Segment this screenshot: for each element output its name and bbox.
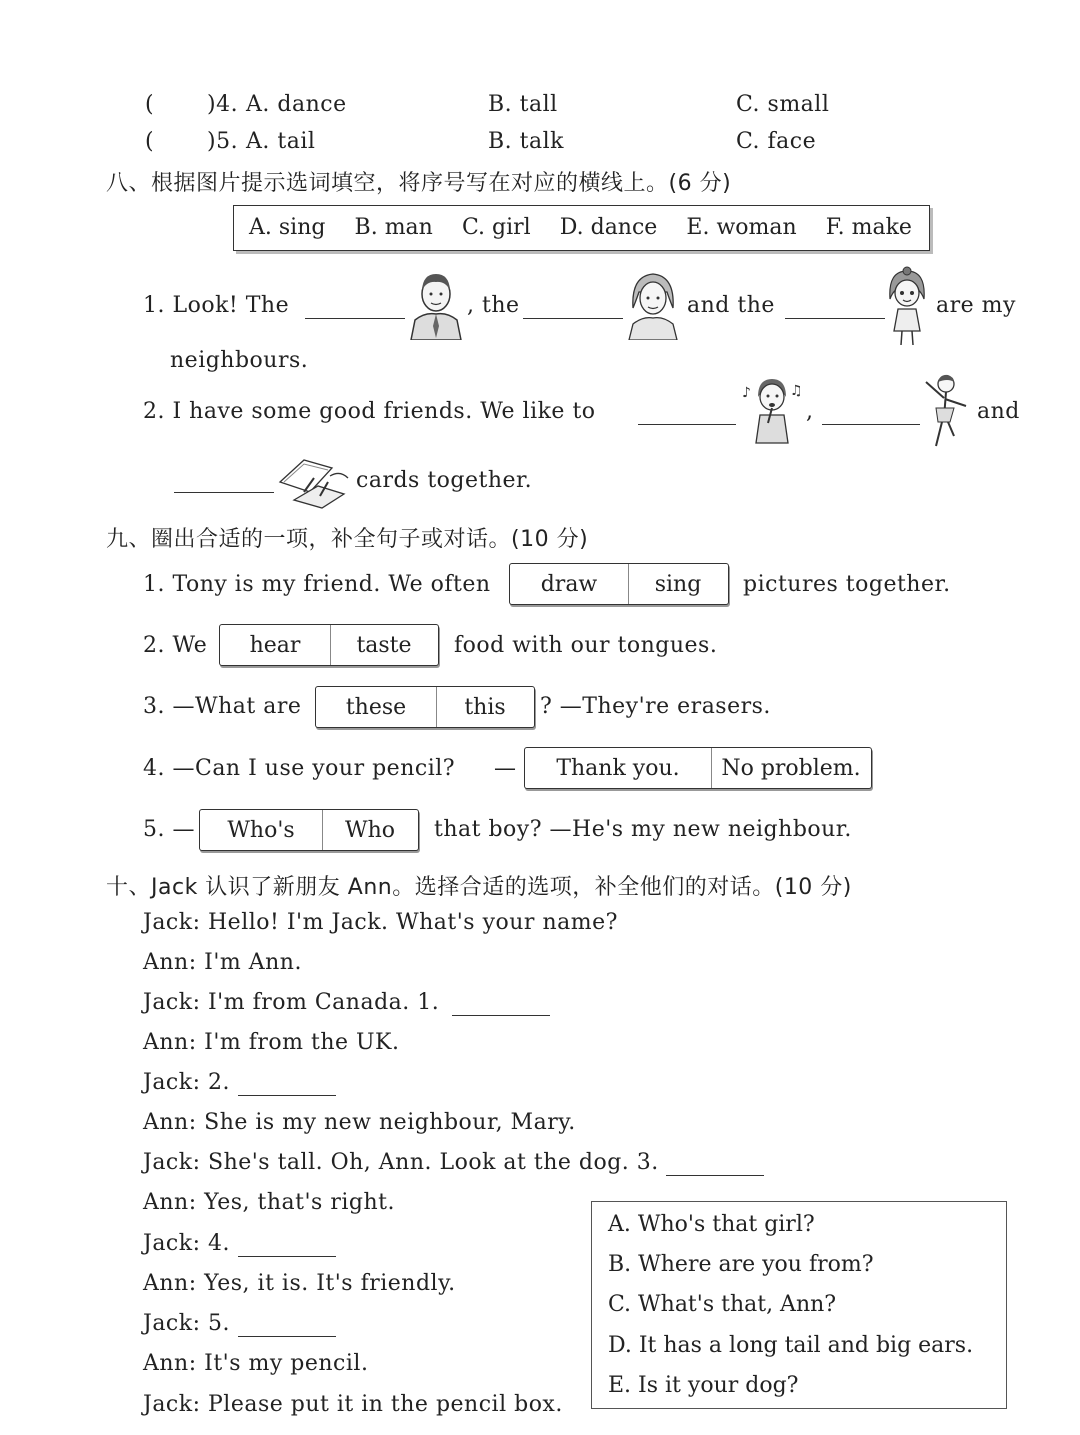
dialogue-line: Ann: It's my pencil.	[143, 1351, 369, 1376]
s2-comma: ,	[806, 399, 814, 424]
choice-option[interactable]: taste	[330, 625, 437, 665]
answer-blank-4[interactable]	[238, 1234, 336, 1257]
question-number: )5.	[207, 129, 239, 154]
q9-item-1-post: pictures together.	[743, 572, 951, 597]
answer-blank[interactable]	[785, 296, 885, 319]
answer-blank-3[interactable]	[666, 1153, 764, 1176]
paren: (	[145, 129, 155, 154]
answer-blank[interactable]	[523, 296, 623, 319]
answer-blank-5[interactable]	[238, 1314, 336, 1337]
dialogue-line: Ann: I'm from the UK.	[143, 1030, 400, 1055]
choice-option[interactable]: draw	[540, 571, 598, 597]
question-number: )4.	[207, 92, 239, 117]
dialogue-line: Ann: I'm Ann.	[143, 950, 302, 975]
choice-option[interactable]: sing	[628, 564, 727, 604]
s1-text-2: , the	[467, 293, 520, 318]
q9-item-2-pre: 2. We	[143, 633, 208, 658]
q9-item-5-pre: 5. —	[143, 817, 195, 842]
word-option: A. sing	[249, 215, 326, 240]
choice-option[interactable]: Thank you.	[556, 755, 680, 781]
answer-blank-2[interactable]	[238, 1073, 336, 1096]
choice-option[interactable]: this	[436, 687, 533, 727]
dialogue-line: Jack: Hello! I'm Jack. What's your name?	[143, 910, 618, 935]
s2-text-4: cards together.	[356, 468, 533, 493]
q9-item-1-pre: 1. Tony is my friend. We often	[143, 572, 491, 597]
q9-item-3-choice	[315, 686, 535, 728]
s1-text-5: neighbours.	[170, 348, 309, 373]
word-option: F. make	[825, 215, 912, 240]
choice-option[interactable]: hear	[249, 632, 301, 658]
option-c: C. face	[736, 129, 817, 154]
option-item: A. Who's that girl?	[608, 1212, 815, 1237]
option-b: B. tall	[488, 92, 558, 117]
q9-item-3-post: ? —They're erasers.	[540, 694, 771, 719]
svg-text:♫: ♫	[790, 383, 803, 399]
s2-text-3: and	[977, 399, 1020, 424]
answer-blank[interactable]	[638, 402, 736, 425]
answer-blank[interactable]	[305, 296, 405, 319]
option-item: B. Where are you from?	[608, 1252, 874, 1277]
q9-item-1-choice	[509, 563, 729, 605]
q9-item-4-pre: 4. —Can I use your pencil?	[143, 756, 456, 781]
word-bank	[233, 205, 930, 251]
word-option: D. dance	[559, 215, 658, 240]
dialogue-line: Jack: 4.	[143, 1231, 230, 1256]
q9-item-4-choice	[524, 747, 872, 789]
s1-text-1: 1. Look! The	[143, 293, 290, 318]
man-picture	[405, 268, 467, 340]
paren: (	[145, 92, 155, 117]
svg-text:♪: ♪	[742, 385, 751, 401]
dialogue-line: Ann: Yes, that's right.	[143, 1190, 395, 1215]
making-cards-picture	[274, 452, 352, 510]
dialogue-line: Jack: I'm from Canada. 1.	[143, 990, 440, 1015]
option-c: C. small	[736, 92, 830, 117]
option-a: A. dance	[246, 92, 347, 117]
dancing-girl-picture	[920, 372, 970, 450]
answer-blank[interactable]	[822, 402, 920, 425]
section-8-title: 八、根据图片提示选词填空，将序号写在对应的横线上。(6 分)	[106, 171, 732, 196]
options-box	[591, 1201, 1007, 1409]
q9-item-5-post: that boy? —He's my new neighbour.	[434, 817, 852, 842]
option-b: B. talk	[488, 129, 564, 154]
word-option: E. woman	[686, 215, 797, 240]
dialogue-line: Jack: Please put it in the pencil box.	[143, 1392, 563, 1417]
choice-option[interactable]: Who	[322, 810, 417, 850]
section-9-title: 九、圈出合适的一项，补全句子或对话。(10 分)	[106, 527, 589, 552]
option-item: D. It has a long tail and big ears.	[608, 1333, 974, 1358]
s1-text-3: and the	[687, 293, 775, 318]
choice-option[interactable]: No problem.	[711, 748, 870, 788]
q9-item-4-dash: —	[494, 756, 517, 781]
singing-boy-picture	[738, 375, 804, 445]
q9-item-2-post: food with our tongues.	[454, 633, 718, 658]
q9-item-2-choice	[219, 624, 439, 666]
answer-blank-1[interactable]	[452, 993, 550, 1016]
option-item: C. What's that, Ann?	[608, 1292, 837, 1317]
word-option: B. man	[354, 215, 433, 240]
section-10-title: 十、Jack 认识了新朋友 Ann。选择合适的选项，补全他们的对话。(10 分)	[106, 875, 852, 900]
girl-picture	[884, 265, 930, 347]
choice-option[interactable]: these	[345, 694, 407, 720]
dialogue-line: Ann: Yes, it is. It's friendly.	[143, 1271, 456, 1296]
s2-text-1: 2. I have some good friends. We like to	[143, 399, 596, 424]
woman-picture	[625, 268, 681, 340]
dialogue-line: Jack: She's tall. Oh, Ann. Look at the dog. 3.	[143, 1150, 659, 1175]
word-option: C. girl	[461, 215, 531, 240]
dialogue-line: Ann: She is my new neighbour, Mary.	[143, 1110, 576, 1135]
q9-item-3-pre: 3. —What are	[143, 694, 302, 719]
choice-option[interactable]: Who's	[227, 817, 295, 843]
option-a: A. tail	[246, 129, 316, 154]
dialogue-line: Jack: 5.	[143, 1311, 230, 1336]
q9-item-5-choice	[199, 809, 419, 851]
dialogue-line: Jack: 2.	[143, 1070, 230, 1095]
s1-text-4: are my	[936, 293, 1016, 318]
option-item: E. Is it your dog?	[608, 1373, 799, 1398]
answer-blank[interactable]	[174, 470, 274, 493]
